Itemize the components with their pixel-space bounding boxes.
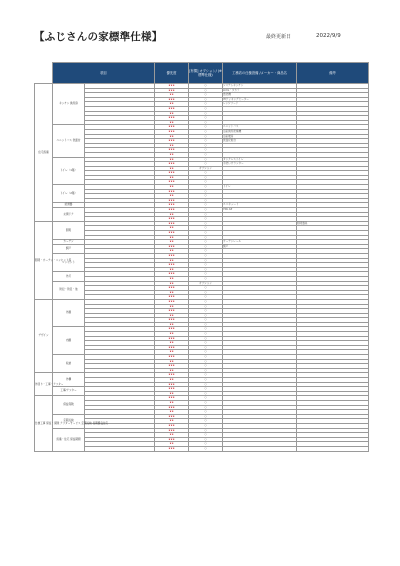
maker-cell: 手洗いカウンター [223,162,297,167]
importance-cell: ★★★ [155,198,189,203]
option-cell: ○ [189,175,223,180]
option-cell: ○ [189,263,223,268]
section-label: 住宅設備 [35,84,53,222]
option-cell: ○ [189,373,223,378]
group-label: 内観 [53,327,85,355]
option-cell: ○ [189,212,223,217]
option-cell: ○ [189,143,223,148]
importance-cell: ★★ [155,226,189,231]
group-label: トイレ（1階） [53,157,85,185]
importance-cell: ★★★ [155,180,189,185]
importance-cell: ★★★ [155,263,189,268]
importance-cell: ★★ [155,304,189,309]
option-cell: ○ [189,253,223,258]
importance-cell: ★★★ [155,387,189,392]
importance-cell: ★★ [155,267,189,272]
importance-cell: ★★★ [155,97,189,102]
maker-cell [223,446,297,451]
group-label: キッチン 換気扇 [53,84,85,125]
option-cell: ○ [189,295,223,300]
group-label: カーテン [53,240,85,245]
importance-cell: ★★★ [155,437,189,442]
option-cell: ○ [189,304,223,309]
spec-table-body [35,84,369,452]
importance-cell: ★★ [155,313,189,318]
importance-cell: ★★★ [155,125,189,130]
maker-cell: 洗面化粧台 [223,139,297,144]
maker-cell: 網戸 [223,244,297,249]
importance-cell: ★★★ [155,189,189,194]
importance-cell: ★★ [155,378,189,383]
group-label: 防犯・防災・他 [53,281,85,299]
group-label: 設備・住宅 保証期間 [53,428,85,451]
group-label: 玄関ドア [53,208,85,222]
importance-cell: ★★ [155,194,189,199]
importance-cell: ★★★ [155,446,189,451]
maker-cell: 浴室換気乾燥機 [223,129,297,134]
option-cell: ○ [189,276,223,281]
option-cell: ○ [189,88,223,93]
importance-cell: ★★★ [155,355,189,360]
option-cell: ○ [189,240,223,245]
table-header-row [35,63,369,84]
option-cell: ○ [189,120,223,125]
importance-cell: ★★ [155,276,189,281]
option-cell: ○ [189,414,223,419]
maker-cell: 浴室暖房 [223,134,297,139]
importance-cell: ★★★ [155,217,189,222]
option-cell: ○ [189,442,223,447]
importance-cell: ★★★ [155,148,189,153]
item-cell [85,446,155,451]
group-label: 外観 [53,299,85,327]
importance-cell: ★★ [155,442,189,447]
option-cell: オプション [189,281,223,286]
group-label: 収納 [53,355,85,373]
importance-cell: ★★★ [155,364,189,369]
header-note: 備考 [297,63,369,84]
maker-cell: システムキッチン [223,84,297,89]
importance-cell: ★★ [155,433,189,438]
importance-cell: ★★ [155,410,189,415]
option-cell: ○ [189,378,223,383]
option-cell: ○ [189,332,223,337]
option-cell: ○ [189,345,223,350]
option-cell: ○ [189,129,223,134]
option-cell: ○ [189,116,223,121]
option-cell: ○ [189,134,223,139]
option-cell: ○ [189,171,223,176]
maker-cell: ユニットバス [223,125,297,130]
importance-cell: ★★ [155,281,189,286]
option-cell: ○ [189,396,223,401]
importance-cell: ★★ [155,322,189,327]
option-cell: ○ [189,235,223,240]
header-spacer [35,63,53,84]
importance-cell: ★★ [155,143,189,148]
importance-cell: ★★★ [155,327,189,332]
option-cell: ○ [189,231,223,236]
option-cell: ○ [189,437,223,442]
importance-cell: ★★★ [155,295,189,300]
option-cell: ○ [189,446,223,451]
option-cell: ○ [189,359,223,364]
option-cell: ○ [189,249,223,254]
importance-cell: ★★ [155,166,189,171]
option-cell: ○ [189,189,223,194]
option-cell: ○ [189,198,223,203]
importance-cell: ★★ [155,93,189,98]
option-cell: ○ [189,341,223,346]
group-label: コンセント [53,253,85,271]
option-cell: ○ [189,267,223,272]
option-cell: ○ [189,185,223,190]
spec-table [34,62,369,452]
importance-cell: ★★ [155,157,189,162]
option-cell: オプション [189,166,223,171]
option-cell: ○ [189,322,223,327]
importance-cell: ★★ [155,249,189,254]
option-cell: ○ [189,313,223,318]
option-cell: ○ [189,272,223,277]
maker-cell: YKK AP [223,208,297,213]
importance-cell: ★★★ [155,244,189,249]
importance-cell: ★★★ [155,88,189,93]
group-label: 工事/アフター [53,387,85,396]
option-cell: ○ [189,382,223,387]
group-label: 定期点検 [53,414,85,428]
importance-cell: ★★★ [155,299,189,304]
importance-cell: ★★★ [155,171,189,176]
importance-cell: ★★★ [155,396,189,401]
importance-cell: ★★ [155,341,189,346]
option-cell: ○ [189,400,223,405]
maker-cell: 食洗機 [223,93,297,98]
option-cell: ○ [189,410,223,415]
option-cell: ○ [189,419,223,424]
importance-cell: ★★★ [155,272,189,277]
importance-cell: ★★ [155,235,189,240]
option-cell: ○ [189,309,223,314]
header-maker: 工務店の仕様設備 /メーカー・商品名 [223,63,297,84]
option-cell: ○ [189,258,223,263]
option-cell: ○ [189,428,223,433]
importance-cell: ★★★ [155,84,189,89]
option-cell: ○ [189,221,223,226]
option-cell: ○ [189,286,223,291]
option-cell: ○ [189,84,223,89]
importance-cell: ★★★ [155,139,189,144]
group-label: 保証保険 [53,396,85,414]
group-label: 照明 [53,221,85,239]
option-cell: ○ [189,355,223,360]
importance-cell: ★★★ [155,382,189,387]
importance-cell: ★★★ [155,286,189,291]
importance-cell: ★★★ [155,106,189,111]
option-cell: ○ [189,148,223,153]
section-label: 仕様工事 保証・保険 アフターサービス 定期点検 長期優良住宅 [35,396,53,451]
note-cell [297,446,369,451]
option-cell: ○ [189,299,223,304]
maker-cell: カーテンレール [223,240,297,245]
option-cell: ○ [189,217,223,222]
importance-cell: ★★★ [155,116,189,121]
importance-cell: ★★★ [155,231,189,236]
option-cell: ○ [189,364,223,369]
importance-cell: ★★★ [155,414,189,419]
importance-cell: ★★ [155,240,189,245]
importance-cell: ★★ [155,111,189,116]
group-label: 外灯 [53,272,85,281]
option-cell: ○ [189,387,223,392]
importance-cell: ★★ [155,419,189,424]
importance-cell: ★★★ [155,318,189,323]
option-cell: ○ [189,162,223,167]
importance-cell: ★★ [155,120,189,125]
importance-cell: ★★★ [155,129,189,134]
option-cell: ○ [189,111,223,116]
option-cell: ○ [189,290,223,295]
option-cell: ○ [189,226,223,231]
option-cell: ○ [189,327,223,332]
updated-label: 最終更新日 [266,34,292,40]
importance-cell: ★★ [155,359,189,364]
importance-cell: ★★★ [155,253,189,258]
header-importance: 優先度 [155,63,189,84]
option-cell: ○ [189,208,223,213]
importance-cell: ★★★ [155,336,189,341]
importance-cell: ★★ [155,332,189,337]
group-label: 網戸 [53,244,85,253]
importance-cell: ★★ [155,175,189,180]
importance-cell: ★★ [155,400,189,405]
option-cell: ○ [189,368,223,373]
option-cell: ○ [189,423,223,428]
importance-cell: ★★ [155,290,189,295]
option-cell: ○ [189,336,223,341]
group-label: 給湯器 [53,203,85,208]
importance-cell: ★★ [155,102,189,107]
updated-date: 2022/9/9 [316,33,341,39]
importance-cell: ★★ [155,134,189,139]
importance-cell: ★★★ [155,428,189,433]
group-label: 外構 [53,373,85,387]
importance-cell: ★★★ [155,162,189,167]
option-cell: ○ [189,180,223,185]
option-cell: ○ [189,152,223,157]
importance-cell: ★★ [155,368,189,373]
importance-cell: ★★★ [155,221,189,226]
option-cell: ○ [189,106,223,111]
importance-cell: ★★★ [155,309,189,314]
importance-cell: ★★ [155,350,189,355]
section-label: デザイン [35,299,53,373]
option-cell: ○ [189,244,223,249]
option-cell: ○ [189,125,223,130]
maker-cell: レンジフード [223,102,297,107]
importance-cell: ★★★ [155,405,189,410]
option-cell: ○ [189,433,223,438]
option-cell: ○ [189,139,223,144]
note-cell: 照明器具 [297,221,369,226]
maker-cell: IHクッキングヒーター [223,97,297,102]
option-cell: ○ [189,194,223,199]
maker-cell: トイレ [223,185,297,190]
group-label: ユニットバス 洗面台 [53,125,85,157]
section-label: 照明・カーテン・コンセント等 [35,221,53,299]
table-row [35,446,369,451]
maker-cell: LIXIL・タカラ [223,88,297,93]
importance-cell: ★★ [155,152,189,157]
header-option: [有償] オプション/ (※標準仕様) [189,63,223,84]
option-cell: ○ [189,350,223,355]
page-title: 【ふじさんの家標準仕様】 [34,31,163,43]
option-cell: ○ [189,157,223,162]
importance-cell: ★★ [155,258,189,263]
importance-cell: ★★★ [155,373,189,378]
option-cell: ○ [189,203,223,208]
option-cell: ○ [189,102,223,107]
importance-cell: ★★ [155,185,189,190]
importance-cell: ★★★ [155,208,189,213]
section-label: 外回り・工事・アフター [35,373,53,396]
importance-cell: ★★★ [155,423,189,428]
option-cell: ○ [189,405,223,410]
importance-cell: ★★ [155,212,189,217]
importance-cell: ★★★ [155,203,189,208]
maker-cell: エコキュート [223,203,297,208]
header-item: 項目 [53,63,155,84]
option-cell: ○ [189,391,223,396]
importance-cell: ★★ [155,391,189,396]
option-cell: ○ [189,318,223,323]
importance-cell: ★★★ [155,345,189,350]
group-label: トイレ（2階） [53,185,85,203]
option-cell: ○ [189,97,223,102]
option-cell: ○ [189,93,223,98]
maker-cell: タンクレストイレ [223,157,297,162]
